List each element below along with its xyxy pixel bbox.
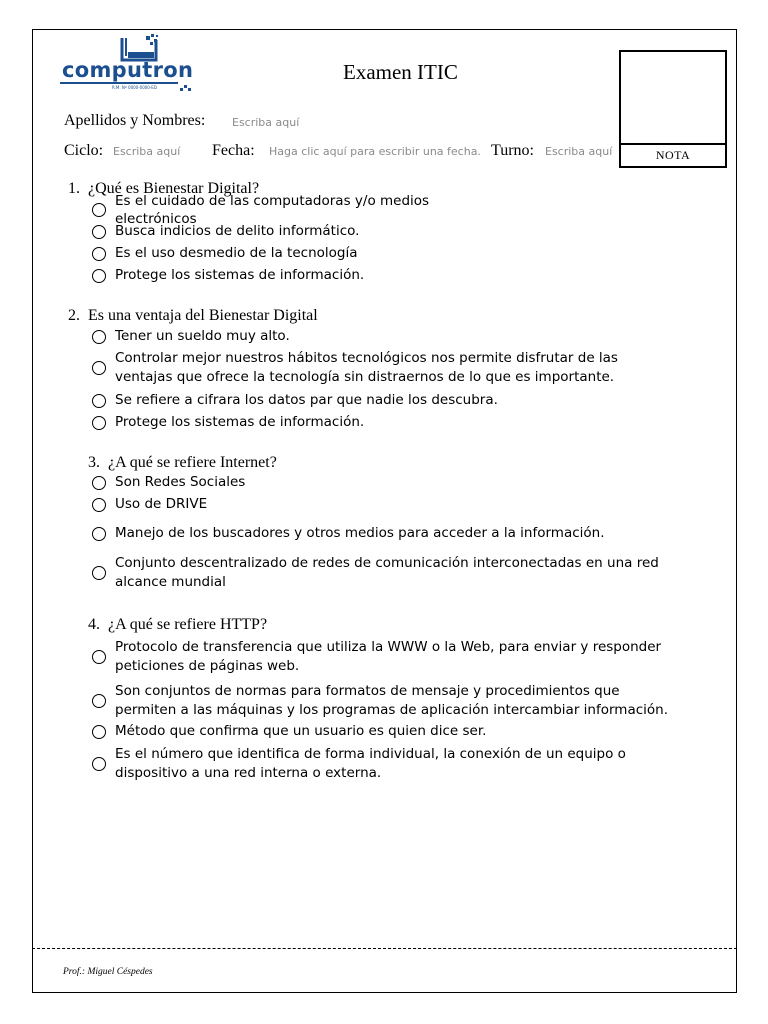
option-text: Busca indicios de delito informático. bbox=[115, 223, 360, 239]
option-text: Son conjuntos de normas para formatos de mensaje y procedimientos que permiten a las máquinas y los programas de aplicación intercambiar información. bbox=[115, 683, 668, 718]
radio-button-icon[interactable] bbox=[92, 394, 106, 408]
turno-input[interactable]: Escriba aquí bbox=[545, 145, 613, 158]
option-text: Protocolo de transferencia que utiliza la WWW o la Web, para enviar y responder peticiones de páginas web. bbox=[115, 639, 662, 674]
logo-subtext: R.M. Nº 0000-0000-ED bbox=[112, 85, 157, 90]
radio-button-icon[interactable] bbox=[92, 269, 106, 283]
question-1-option-4[interactable] bbox=[92, 266, 682, 286]
question-3-title bbox=[88, 454, 277, 472]
option-text: Conjunto descentralizado de redes de comunicación interconectadas en una red alcance mundial bbox=[115, 555, 659, 590]
question-2-option-3[interactable] bbox=[92, 391, 682, 411]
fecha-label: Fecha: bbox=[212, 142, 255, 159]
radio-button-icon[interactable] bbox=[92, 416, 106, 430]
fecha-input[interactable]: Haga clic aquí para escribir una fecha. bbox=[269, 145, 481, 158]
radio-button-icon[interactable] bbox=[92, 361, 106, 375]
name-label: Apellidos y Nombres: bbox=[64, 112, 206, 129]
question-number: 4. bbox=[88, 616, 100, 633]
question-3-option-4[interactable] bbox=[92, 554, 682, 594]
option-text: Protege los sistemas de información. bbox=[115, 267, 365, 283]
question-4-option-3[interactable] bbox=[92, 722, 682, 742]
question-2-title bbox=[68, 307, 318, 325]
option-text: Tener un sueldo muy alto. bbox=[115, 328, 290, 344]
radio-button-icon[interactable] bbox=[92, 650, 106, 664]
option-text: Es el número que identifica de forma individual, la conexión de un equipo o dispositivo a una red interna o externa. bbox=[115, 746, 626, 781]
radio-button-icon[interactable] bbox=[92, 330, 106, 344]
radio-button-icon[interactable] bbox=[92, 566, 106, 580]
radio-button-icon[interactable] bbox=[92, 757, 106, 771]
page-title: Examen ITIC bbox=[343, 60, 458, 84]
radio-button-icon[interactable] bbox=[92, 247, 106, 261]
question-text: ¿A qué se refiere HTTP? bbox=[108, 616, 268, 633]
question-4-option-1[interactable] bbox=[92, 638, 682, 678]
option-text: Son Redes Sociales bbox=[115, 474, 246, 490]
question-1-option-1[interactable] bbox=[92, 193, 682, 225]
option-text: Es el cuidado de las computadoras y/o medios electrónicos bbox=[115, 193, 430, 225]
ciclo-input[interactable]: Escriba aquí bbox=[113, 145, 181, 158]
question-number: 2. bbox=[68, 307, 80, 324]
radio-button-icon[interactable] bbox=[92, 498, 106, 512]
option-text: Uso de DRIVE bbox=[115, 496, 208, 512]
question-text: ¿Qué es Bienestar Digital? bbox=[88, 180, 260, 197]
radio-button-icon[interactable] bbox=[92, 225, 106, 239]
radio-button-icon[interactable] bbox=[92, 203, 106, 217]
option-text: Manejo de los buscadores y otros medios para acceder a la información. bbox=[115, 525, 605, 541]
question-number: 1. bbox=[68, 180, 80, 197]
grade-label: NOTA bbox=[619, 143, 727, 168]
question-3-option-2[interactable] bbox=[92, 495, 682, 515]
footer-divider bbox=[32, 948, 737, 949]
radio-button-icon[interactable] bbox=[92, 476, 106, 490]
option-text: Protege los sistemas de información. bbox=[115, 414, 365, 430]
option-text: Se refiere a cifrara los datos par que nadie los descubra. bbox=[115, 392, 498, 408]
question-text: Es una ventaja del Bienestar Digital bbox=[88, 307, 318, 324]
name-input[interactable]: Escriba aquí bbox=[232, 116, 300, 129]
option-text: Método que confirma que un usuario es quien dice ser. bbox=[115, 723, 487, 739]
radio-button-icon[interactable] bbox=[92, 527, 106, 541]
question-1-option-2[interactable] bbox=[92, 222, 682, 242]
question-3-option-1[interactable] bbox=[92, 473, 682, 493]
radio-button-icon[interactable] bbox=[92, 725, 106, 739]
footer-author: Prof.: Miguel Céspedes bbox=[63, 967, 153, 977]
logo-wordmark: computron bbox=[62, 58, 194, 82]
question-text: ¿A qué se refiere Internet? bbox=[108, 454, 277, 471]
turno-label: Turno: bbox=[491, 142, 534, 159]
ciclo-label: Ciclo: bbox=[64, 142, 104, 159]
option-text: Controlar mejor nuestros hábitos tecnológicos nos permite disfrutar de las ventajas que ofrece la tecnología sin distraernos de lo que es importante. bbox=[115, 350, 618, 385]
question-2-option-2[interactable] bbox=[92, 349, 682, 389]
option-text: Es el uso desmedio de la tecnología bbox=[115, 245, 358, 261]
question-1-option-3[interactable] bbox=[92, 244, 682, 264]
question-2-option-4[interactable] bbox=[92, 413, 682, 433]
question-3-option-3[interactable] bbox=[92, 524, 682, 544]
question-4-option-4[interactable] bbox=[92, 745, 682, 785]
question-number: 3. bbox=[88, 454, 100, 471]
question-4-title bbox=[88, 616, 267, 634]
question-2-option-1[interactable] bbox=[92, 327, 682, 347]
radio-button-icon[interactable] bbox=[92, 694, 106, 708]
question-4-option-2[interactable] bbox=[92, 682, 682, 722]
logo-badge: I.E.S.T.P. bbox=[127, 48, 144, 53]
